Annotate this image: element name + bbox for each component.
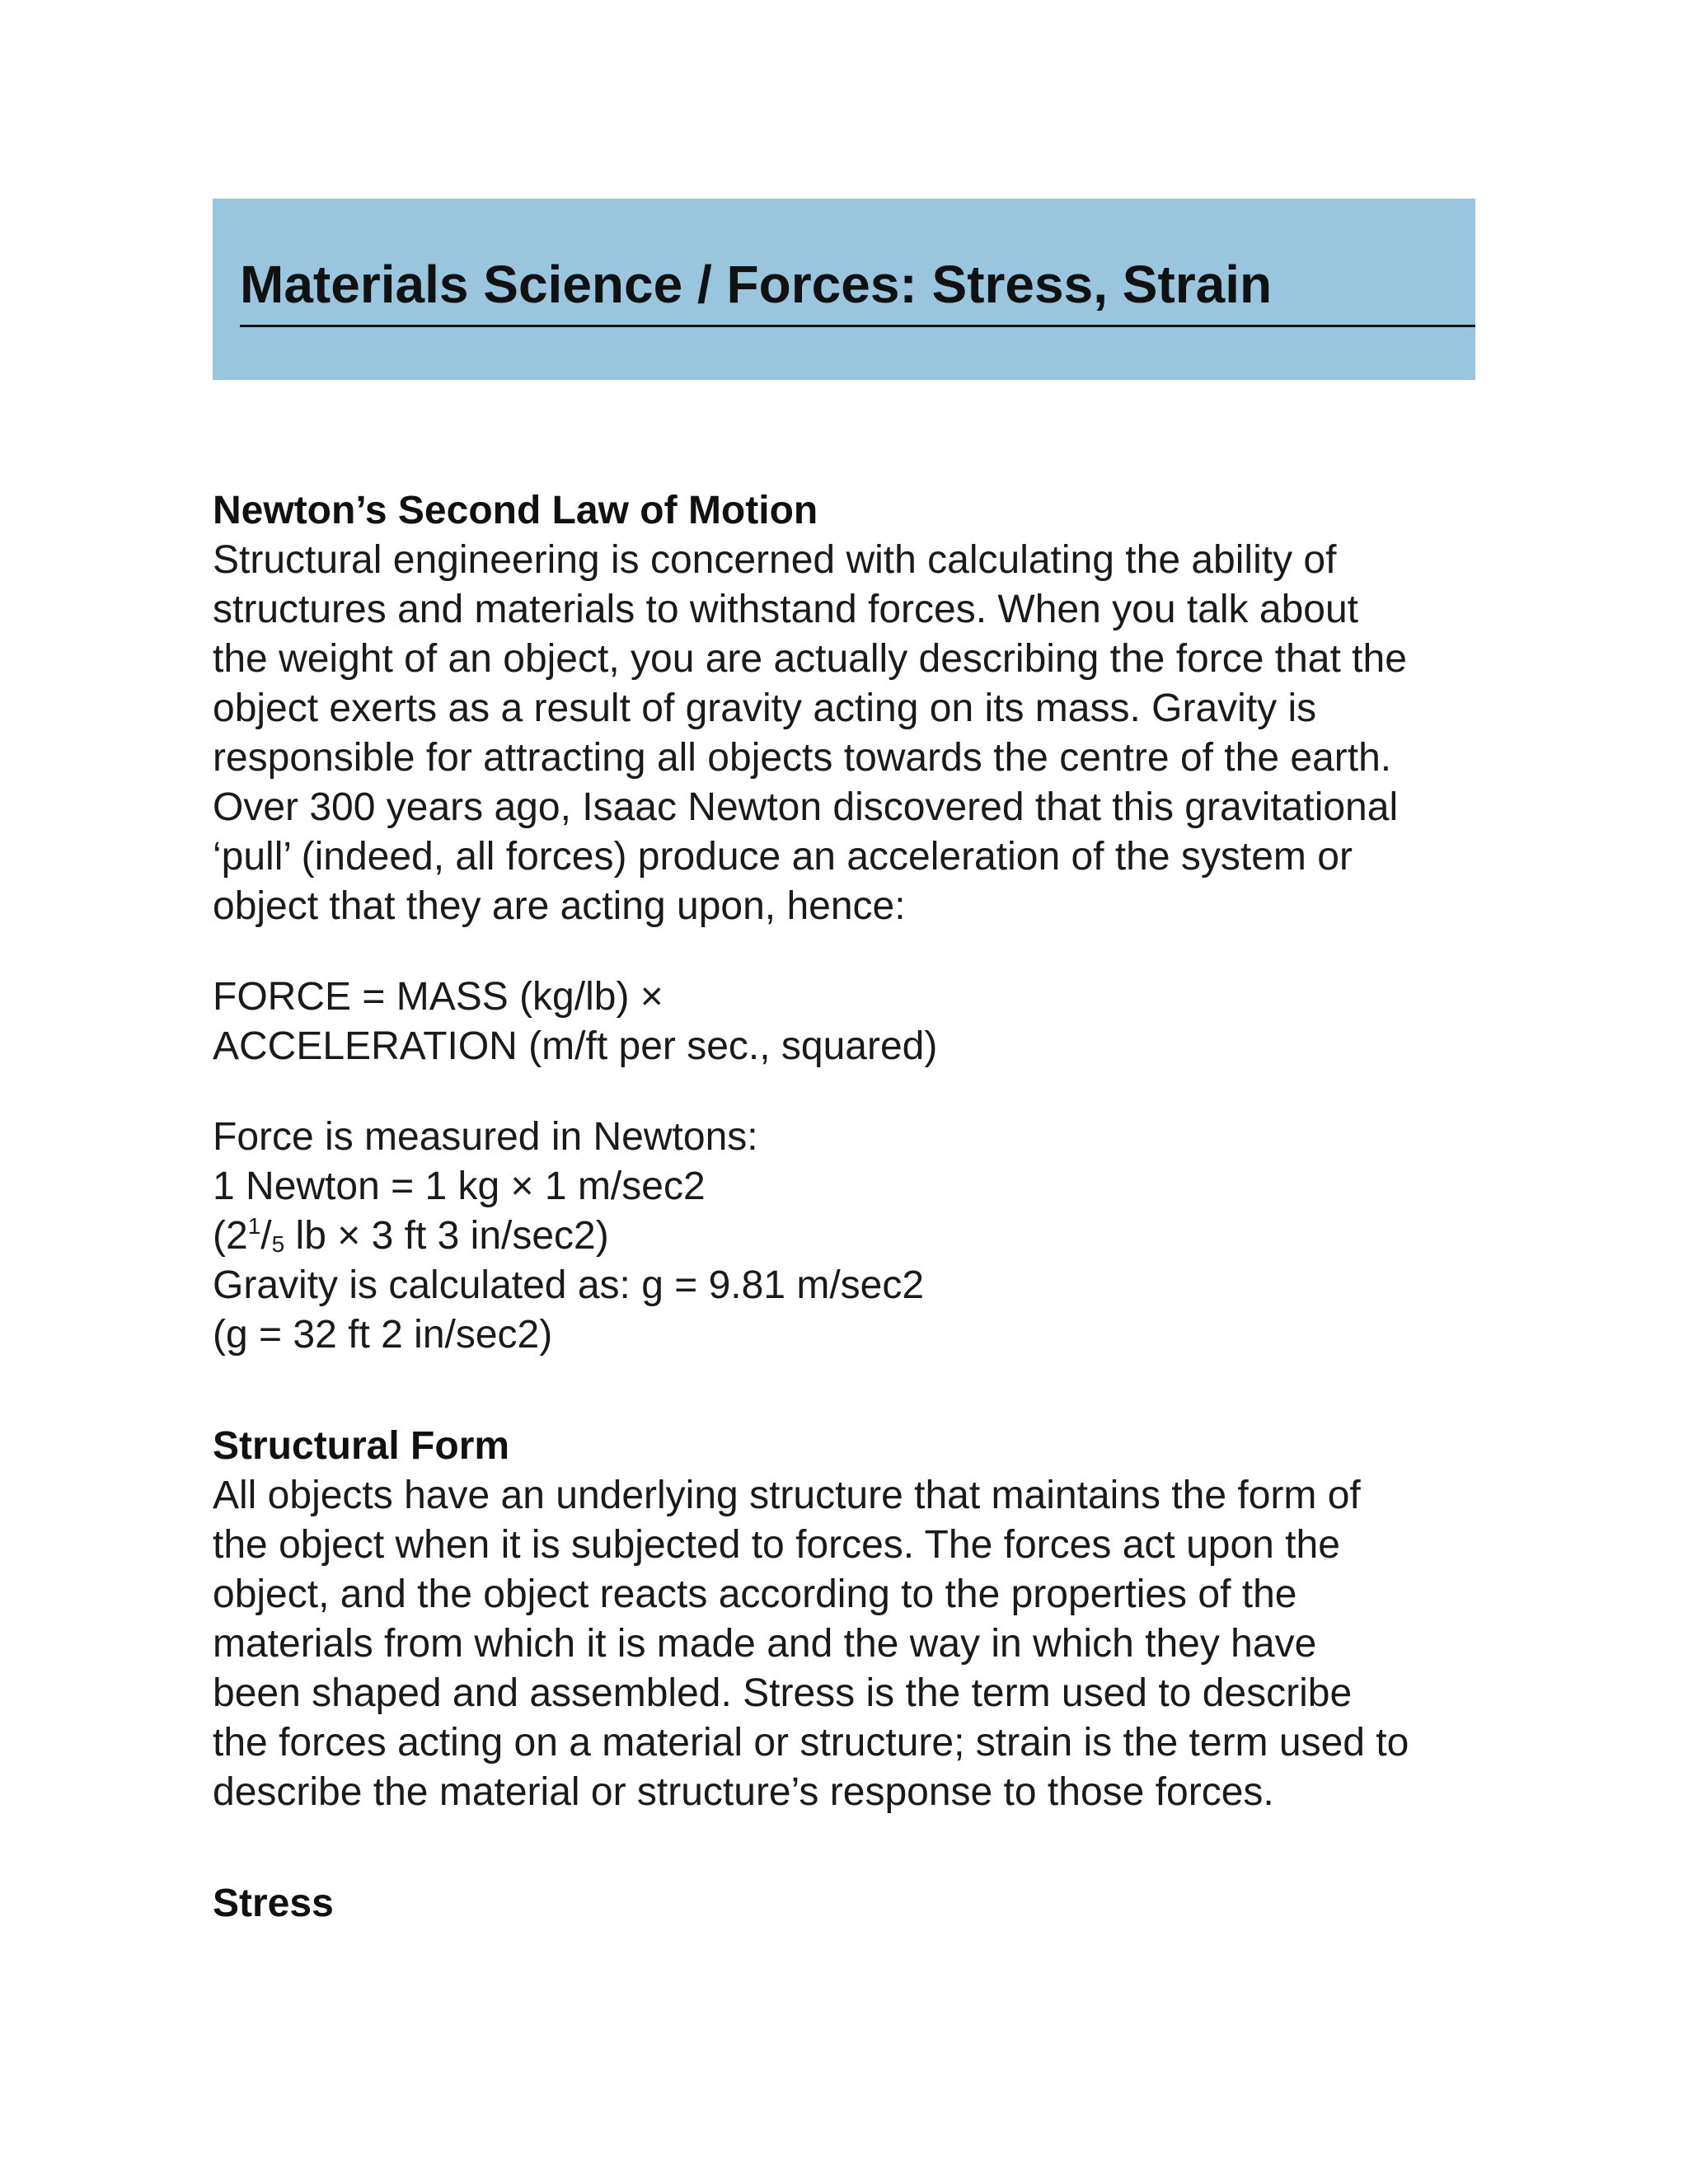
section-heading-newton: Newton’s Second Law of Motion: [213, 489, 818, 532]
page-title: Materials Science / Forces: Stress, Strain: [240, 255, 1273, 314]
spacer: [213, 1817, 1482, 1879]
text-line: the object when it is subjected to forces. The forces act upon the: [213, 1523, 1340, 1567]
spacer: [213, 931, 1482, 972]
text-line: Structural engineering is concerned with calculating the ability of: [213, 538, 1337, 582]
fraction-suffix: lb × 3 ft 3 in/sec2): [284, 1214, 609, 1258]
spacer: [213, 1071, 1482, 1113]
section-heading-stress: Stress: [213, 1882, 334, 1925]
text-line: responsible for attracting all objects towards the centre of the earth.: [213, 736, 1392, 780]
section-heading-structural-form: Structural Form: [213, 1424, 510, 1468]
measure-line-fraction: [213, 1212, 1482, 1261]
force-measurement: [213, 1113, 1482, 1360]
fraction-slash: /: [260, 1214, 272, 1258]
text-line: the weight of an object, you are actually describing the force that the: [213, 637, 1407, 681]
document-body: [213, 486, 1482, 1929]
header-band: [213, 199, 1475, 380]
fraction-denominator: 5: [271, 1231, 285, 1257]
text-line: All objects have an underlying structure that maintains the form of: [213, 1474, 1361, 1517]
text-line: ‘pull’ (indeed, all forces) produce an acceleration of the system or: [213, 835, 1353, 879]
formula-line: FORCE = MASS (kg/lb) ×: [213, 975, 663, 1019]
text-line: object exerts as a result of gravity acting on its mass. Gravity is: [213, 687, 1317, 730]
text-line: structures and materials to withstand forces. When you talk about: [213, 588, 1359, 631]
force-formula: [213, 972, 1482, 1071]
newton-paragraph: [213, 536, 1482, 931]
text-line: describe the material or structure’s response to those forces.: [213, 1770, 1274, 1814]
text-line: the forces acting on a material or structure; strain is the term used to: [213, 1721, 1409, 1765]
text-line: object, and the object reacts according to the properties of the: [213, 1572, 1297, 1616]
text-line: Over 300 years ago, Isaac Newton discovered that this gravitational: [213, 785, 1399, 829]
spacer: [213, 1360, 1482, 1422]
measure-line: Gravity is calculated as: g = 9.81 m/sec2: [213, 1263, 925, 1307]
title-underline: [240, 325, 1475, 327]
measure-line: (g = 32 ft 2 in/sec2): [213, 1313, 553, 1357]
formula-line: ACCELERATION (m/ft per sec., squared): [213, 1024, 938, 1068]
structural-form-paragraph: [213, 1471, 1482, 1817]
fraction-numerator: 1: [247, 1213, 261, 1239]
text-line: materials from which it is made and the way in which they have: [213, 1622, 1317, 1666]
text-line: object that they are acting upon, hence:: [213, 884, 906, 928]
text-line: been shaped and assembled. Stress is the term used to describe: [213, 1671, 1353, 1715]
measure-line: Force is measured in Newtons:: [213, 1115, 758, 1159]
measure-line: 1 Newton = 1 kg × 1 m/sec2: [213, 1165, 706, 1208]
fraction-prefix: (2: [213, 1214, 248, 1258]
